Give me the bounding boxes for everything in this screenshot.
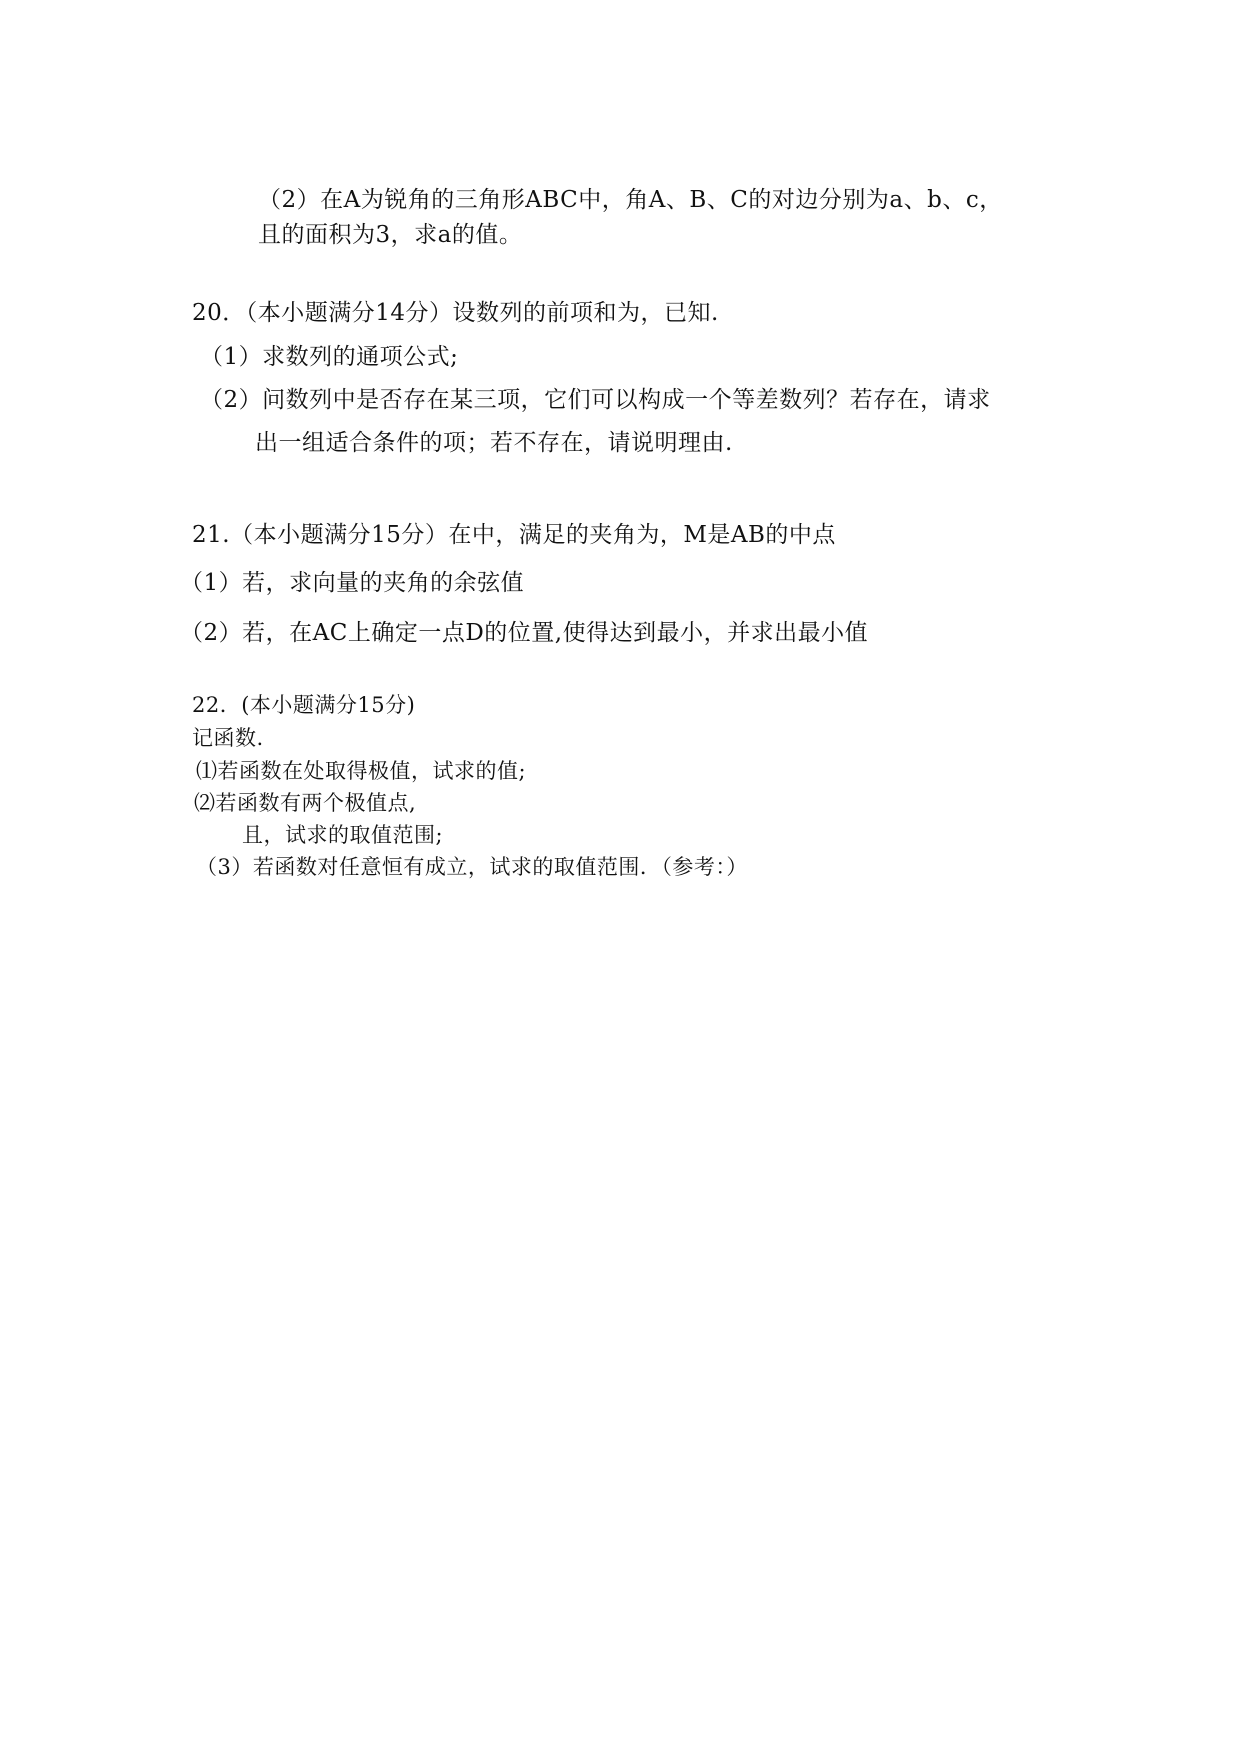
q19-part2-line1: （2）在A为锐角的三角形ABC中，角A、B、C的对边分别为a、b、c， bbox=[258, 187, 1003, 213]
q20-part2-line1: （2）问数列中是否存在某三项，它们可以构成一个等差数列？若存在，请求 bbox=[200, 387, 991, 413]
q21-part1: （1）若，求向量的夹角的余弦值 bbox=[180, 570, 525, 596]
q20-part1: （1）求数列的通项公式; bbox=[200, 344, 459, 370]
q22-intro: 记函数. bbox=[192, 726, 264, 750]
q22-part3: （3）若函数对任意恒有成立，试求的取值范围．（参考：） bbox=[196, 855, 748, 879]
q21-part2: （2）若，在AC上确定一点D的位置,使得达到最小，并求出最小值 bbox=[180, 620, 869, 646]
q20-part2-line2: 出一组适合条件的项；若不存在，请说明理由. bbox=[255, 430, 733, 456]
q22-part2-line1: ⑵若函数有两个极值点, bbox=[194, 791, 417, 815]
q21-heading: 21.（本小题满分15分）在中，满足的夹角为，M是AB的中点 bbox=[192, 522, 836, 548]
q22-part2-line2: 且，试求的取值范围; bbox=[242, 823, 444, 847]
q19-part2-line2: 且的面积为3，求a的值。 bbox=[258, 222, 523, 248]
q22-part1: ⑴若函数在处取得极值，试求的值; bbox=[196, 759, 527, 783]
q20-heading: 20．（本小题满分14分）设数列的前项和为，已知. bbox=[192, 300, 719, 326]
q22-heading: 22．(本小题满分15分) bbox=[192, 693, 416, 717]
